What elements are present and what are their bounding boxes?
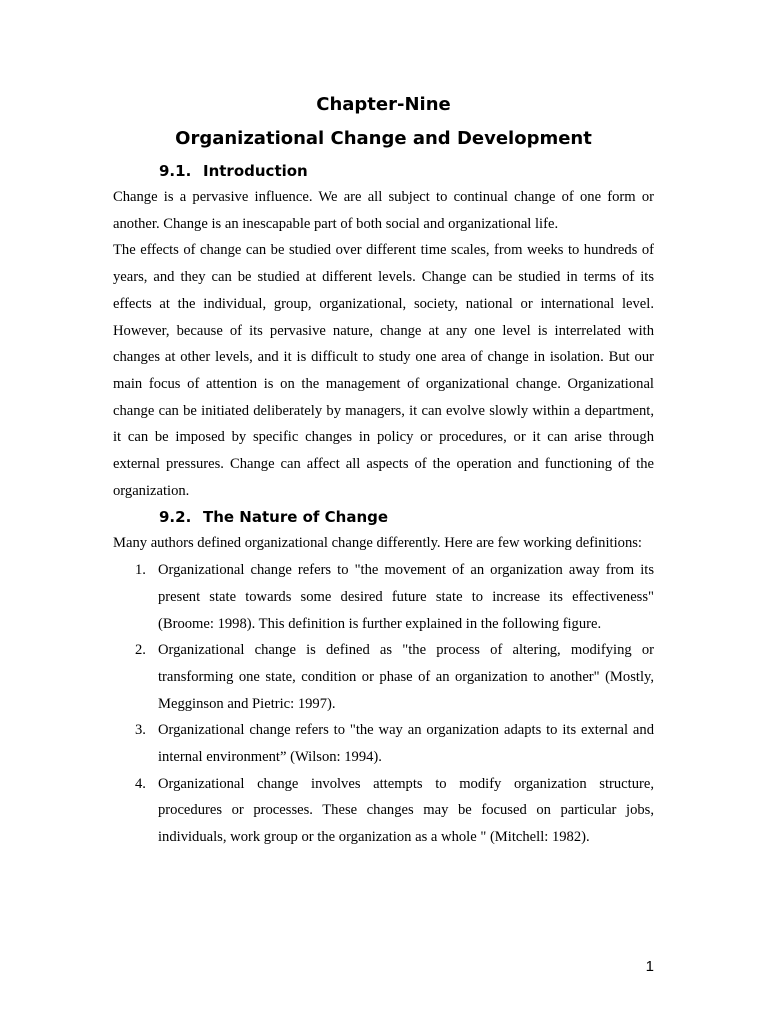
section-heading-introduction	[113, 158, 654, 184]
list-marker: 4.	[135, 775, 146, 792]
list-item-text: Organizational change refers to "the movement of an organization away from its present state towards some desired future state to increase its effectiveness" (Broome: 1998). This definition is further explained in the following figure.	[158, 562, 654, 632]
paragraph: Change is a pervasive influence. We are all subject to continual change of one form or another. Change is an inescapable part of both social and organizational life.	[113, 189, 654, 232]
section-number: 9.1.	[159, 162, 192, 180]
chapter-label: Chapter-Nine	[316, 94, 451, 115]
list-item-text: Organizational change is defined as "the process of altering, modifying or transforming one state, condition or phase of an organization to another" (Mostly, Megginson and Pietric: 1997).	[158, 642, 654, 712]
chapter-title: Organizational Change and Development	[175, 128, 592, 149]
list-item-text: Organizational change involves attempts to modify organization structure, procedures or processes. These changes may be focused on particular jobs, individuals, work group or the organization as a whole " (Mitchell: 1982).	[158, 775, 654, 846]
section-title: The Nature of Change	[203, 508, 389, 527]
paragraph: The effects of change can be studied over different time scales, from weeks to hundreds of years, and they can be studied at different levels. Change can be studied in terms of its effects at the individual, group, organizational, society, national or international level. However, because of its pervasive nature, change at any one level is interrelated with changes at other levels, and it is difficult to study one area of change in isolation. But our main focus of attention is on the management of organizational change. Organizational change can be initiated deliberately by managers, it can evolve slowly within a department, it can be imposed by specific changes in policy or procedures, or it can arise through external pressures. Change can affect all aspects of the operation and functioning of the organization.	[113, 242, 654, 499]
list-marker: 1.	[135, 562, 146, 579]
section-title: Introduction	[203, 162, 308, 180]
document-page	[113, 92, 654, 851]
definitions-list	[113, 557, 654, 851]
paragraph: Many authors defined organizational change differently. Here are few working definitions:	[113, 535, 642, 552]
list-item	[113, 717, 654, 770]
section-heading-nature-of-change	[113, 504, 654, 530]
list-marker: 3.	[135, 722, 146, 739]
list-item	[113, 771, 654, 851]
section-number: 9.2.	[159, 508, 192, 527]
list-marker: 2.	[135, 642, 146, 659]
list-item	[113, 637, 654, 717]
page-number: 1	[645, 958, 654, 975]
list-item	[113, 557, 654, 637]
list-item-text: Organizational change refers to "the way an organization adapts to its external and internal environment” (Wilson: 1994).	[158, 722, 654, 766]
